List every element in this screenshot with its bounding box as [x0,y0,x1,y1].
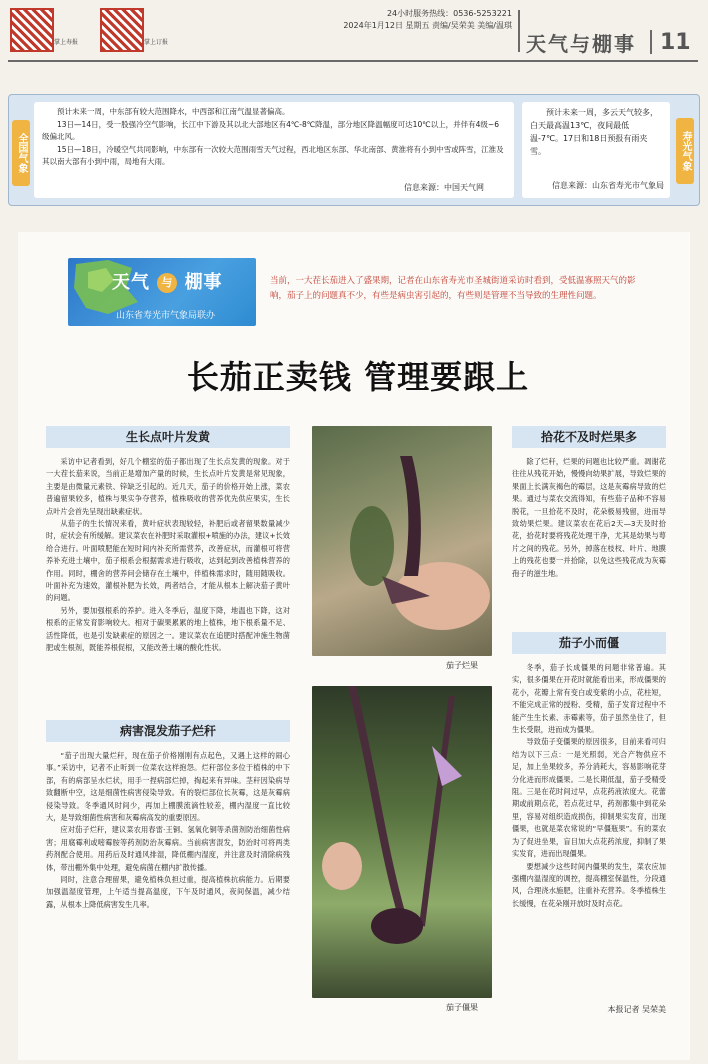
photo-eggplant-stiff-fruit [312,686,492,998]
header-divider [650,30,652,54]
section-body [46,456,290,710]
article-headline: 长茄正卖钱 管理要跟上 [186,358,530,396]
eggplant-illustration [312,426,492,656]
hotline: 24小时服务热线：0536-5253221 [386,9,512,18]
paragraph: 除了烂秆，烂果的问题也比较严重。凋谢花往往从残花开始，慢慢向幼果扩展，导致烂果的果面上长满灰褐色的霉层，这是灰霉病导致的烂果。通过与菜农交流得知，有些茄子品种不容易脱花，一旦拾花不及时，花朵极易残留，进而导致幼果烂果。建议菜农在花后2天—3天及时拾花，拾花时要将残花处理干净，尤其是幼果与萼片之间的残花。另外，掉落在枝杈、叶片、地膜上的残花也要一并拾除，以免这些残花成为灰霉孢子的滋生地。 [512,457,666,578]
paragraph: 同时，注意合理留果，避免植株负担过重，提高植株抗病能力。后期要加强温湿度管理，上午适当提高温度，下午及时通风，夜间保温，减少结露，从根本上降低病害发生几率。 [46,875,290,909]
section-heading: 生长点叶片发黄 [46,426,290,448]
banner-subtitle: 山东省寿光市气象局联办 [116,311,216,321]
national-source: 信息来源：中国天气网 [404,182,484,192]
paragraph: 另外，要加强根系的养护。进入冬季后，温度下降，地温也下降，这对根系的正常发育影响较大。相对于碳果累累的地上植株，地下根系量不足、活性降低，也是引发缺素症的原因之一。建议菜农在追肥时搭配冲施生物菌肥或生根剂，既能养根促根，又能改善土壤的酸化性状。 [46,605,290,653]
section-body [512,662,666,1002]
banner-title-a: 天气 [112,272,150,293]
paragraph: 导致茄子变僵果的原因很多，目前来看可归结为以下三点：一是光照弱，光合产物供应不足，加上坐果较多，养分消耗大，容易影响花芽分化进而形成僵果。二是长期低温，茄子受精受阻。三是在花时间过早，点花药液浓度大。花蕾期或前期点花，若点花过早，药剂都集中到花朵里，容易对组织造成损伤，抑制果实发育，出现僵果，也就是菜农常说的“早僵瓶果”。有的菜农为了促进坐果，盲目加大点花药浓度，抑制了果实发育，进而出现僵果。 [512,737,666,859]
qr-code-icon[interactable] [100,8,144,52]
paragraph: 要想减少这些时间内僵果的发生，菜农应加强棚内温湿度的调控，提高棚室保温性，分段通风，合理浇水施肥，注重补充营养。冬季植株生长缓慢，在花朵刚开放时及时点花。 [512,861,666,908]
header-divider [518,10,520,52]
qr1-label: 掌上寿报 [54,39,79,46]
column-banner [68,258,256,326]
local-weather-tag: 寿光气象 [676,118,694,184]
paragraph: 采访中记者看到，好几个棚室的茄子都出现了生长点发黄的现象。对于一大茬长茄来说，当前正是增加产量的时候，生长点叶片发黄是常见现象，主要是由微量元素铁、锌缺乏引起的。近几天，茄子的价格开始上涨，菜农普遍留果较多，植株与果实争夺营养，植株吸收的营养优先供应果实，生长点叶片会首先呈现出缺素症状。 [46,457,290,516]
section-body [46,750,290,1018]
banner-title-mid: 与 [157,273,177,293]
paragraph: “茄子出现大量烂秆，现在茄子价格刚刚有点起色，又遇上这样的闹心事。”采访中，记者不止听到一位菜农这样抱怨。烂秆部位多位于植株的中下部，有的病部呈水烂状，用手一捏病部烂掉，掏起来有异味。茎秆因染病导致翻断中空，这是细菌性病害侵染导致。有的裂烂部位长灰霉，这是灰霉病侵染导致。冬季通风时间少，再加上棚膜流滴性较差，棚内湿度一直比较大，是导致细菌性病害和灰霉病高发的重要原因。 [46,751,290,823]
forecast-line: 13日—14日，受一股强冷空气影响，长江中下游及其以北大部地区有4℃-8℃降温，部分地区降温幅度可达10℃以上，并伴有4级~6级偏北风。 [42,119,499,141]
paragraph: 冬季，茄子长成僵果的问题非常普遍。其实，很多僵果在开花时就能看出来，形成僵果的花小，花瓣上常有变白或变紫的小点，花柱短，不能完成正常的授粉、受精，茄子发育过程中不能产生生长素、赤霉素等，茄子虽然坐住了，但生长受限，进而成为僵果。 [512,663,666,735]
banner-title-b: 棚事 [184,272,223,293]
forecast-line: 15日—18日，冷暖空气共同影响，中东部有一次较大范围雨雪天气过程，西北地区东部、华北南部、黄淮将有小到中雪或阵雪，江淮及其以南大部有小到中雨，局地有大雨。 [42,144,504,166]
local-forecast-text: 预计未来一周，多云天气较多，白天最高温13℃，夜间最低温-7℃。17日和18日预报有雨夹雪。 [530,108,658,156]
photo-caption: 茄子烂果 [446,661,478,670]
paragraph: 应对茄子烂秆，建议菜农用春雷·王铜、氢氧化铜等杀菌剂防治细菌性病害；用腐霉利或嘧霉胺等药剂防治灰霉病。当前病害混发，防治时可将两类药剂配合使用。用药后及时通风排湿，降低棚内湿度，并注意及时清除病残体，带出棚外集中处理，避免病菌在棚内扩散传播。 [46,825,290,872]
page-number: 11 [660,30,691,55]
section-body [512,456,666,624]
photo-eggplant-rotten-fruit [312,426,492,656]
eggplant-illustration [312,686,492,998]
photo-caption: 茄子僵果 [446,1003,478,1012]
page-name: 天气与棚事 [526,32,636,56]
forecast-line: 预计未来一周，中东部有较大范围降水，中西部和江南气温显著偏高。 [57,107,290,116]
qr-code-icon[interactable] [10,8,54,52]
author-credit: 本报记者 吴荣美 [607,1005,666,1014]
header-rule [8,60,698,62]
local-forecast [522,102,670,198]
section-heading: 茄子小而僵 [512,632,666,654]
section-heading: 病害混发茄子烂秆 [46,720,290,742]
national-weather-tag: 全国气象 [12,120,30,186]
qr2-label: 掌上订报 [144,39,169,46]
date-line: 2024年1月12日 星期五 责编/吴荣美 美编/温琪 [343,21,512,30]
national-forecast [34,102,514,198]
paragraph: 从茄子的生长情况来看，黄叶症状表现较轻，补肥后或者留果数量减少时，症状会有所缓解。建议菜农在补肥时采取灌根+喷施的办法，建议+长效给合进行。叶面喷肥能在短时间内补充所需营养，改善症状，而灌根可将营养补充进土壤中，茄子根系会根据需求进行吸收，达到起到改善植株营养的作用。同时，棚舍的营养问会储存在土壤中，伴植株需求时，随用随吸收。叶面补充为速效，灌根补肥为长效，两者结合，才能从根本上解决茄子黄叶的问题。 [46,519,290,603]
article-lead: 当前，一大茬长茄进入了盛果期，记者在山东省寿光市圣城街道采访时看到，受低温寡照天气的影响，茄子上的问题真不少，有些是病虫害引起的，有些则是管理不当导致的生理性问题。 [270,276,636,301]
header-meta [300,8,512,32]
section-heading: 拾花不及时烂果多 [512,426,666,448]
local-source: 信息来源：山东省寿光市气象局 [552,180,664,190]
